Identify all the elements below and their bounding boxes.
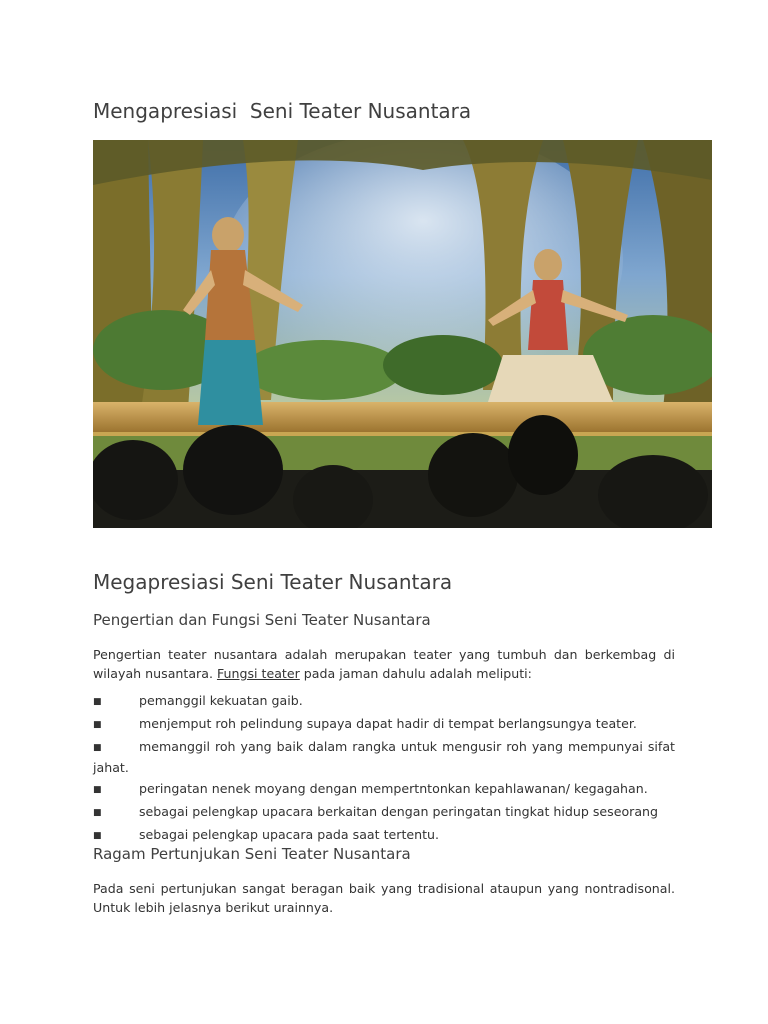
section-heading-pengertian: Pengertian dan Fungsi Seni Teater Nusantara (93, 611, 431, 629)
intro-text-after: pada jaman dahulu adalah meliputi: (299, 666, 532, 681)
square-bullet-icon: ■ (93, 808, 102, 818)
theater-photo-illustration (93, 140, 712, 528)
intro-text-before: Pengertian teater nusantara adalah merupakan teater yang tumbuh dan berkembag di wilayah nusantara. (93, 647, 675, 681)
list-item: ■ memanggil roh yang baik dalam rangka untuk mengusir roh yang mempunyai sifat jahat. (93, 739, 675, 775)
list-item: ■ menjemput roh pelindung supaya dapat hadir di tempat berlangsungya teater. (93, 714, 675, 735)
list-item: ■ sebagai pelengkap upacara pada saat tertentu. (93, 825, 675, 846)
square-bullet-icon: ■ (93, 720, 102, 730)
page-title: Mengapresiasi Seni Teater Nusantara (93, 99, 472, 123)
ragam-paragraph: Pada seni pertunjukan sangat beragan baik yang tradisional ataupun yang nontradisonal. Untuk lebih jelasnya berikut urainnya. (93, 881, 675, 915)
list-item: ■ peringatan nenek moyang dengan mempertntonkan kepahlawanan/ kegagahan. (93, 779, 675, 800)
square-bullet-icon: ■ (93, 785, 102, 795)
function-list (93, 691, 675, 848)
square-bullet-icon: ■ (93, 697, 102, 707)
intro-paragraph (93, 645, 675, 683)
fungsi-teater-link[interactable]: Fungsi teater (216, 666, 300, 681)
theater-photo (93, 140, 712, 528)
square-bullet-icon: ■ (93, 831, 102, 841)
section-heading-ragam: Ragam Pertunjukan Seni Teater Nusantara (93, 845, 411, 863)
list-item: ■ pemanggil kekuatan gaib. (93, 691, 675, 712)
article-heading: Megapresiasi Seni Teater Nusantara (93, 570, 453, 594)
list-item: ■ sebagai pelengkap upacara berkaitan dengan peringatan tingkat hidup seseorang (93, 802, 675, 823)
square-bullet-icon: ■ (93, 743, 102, 753)
